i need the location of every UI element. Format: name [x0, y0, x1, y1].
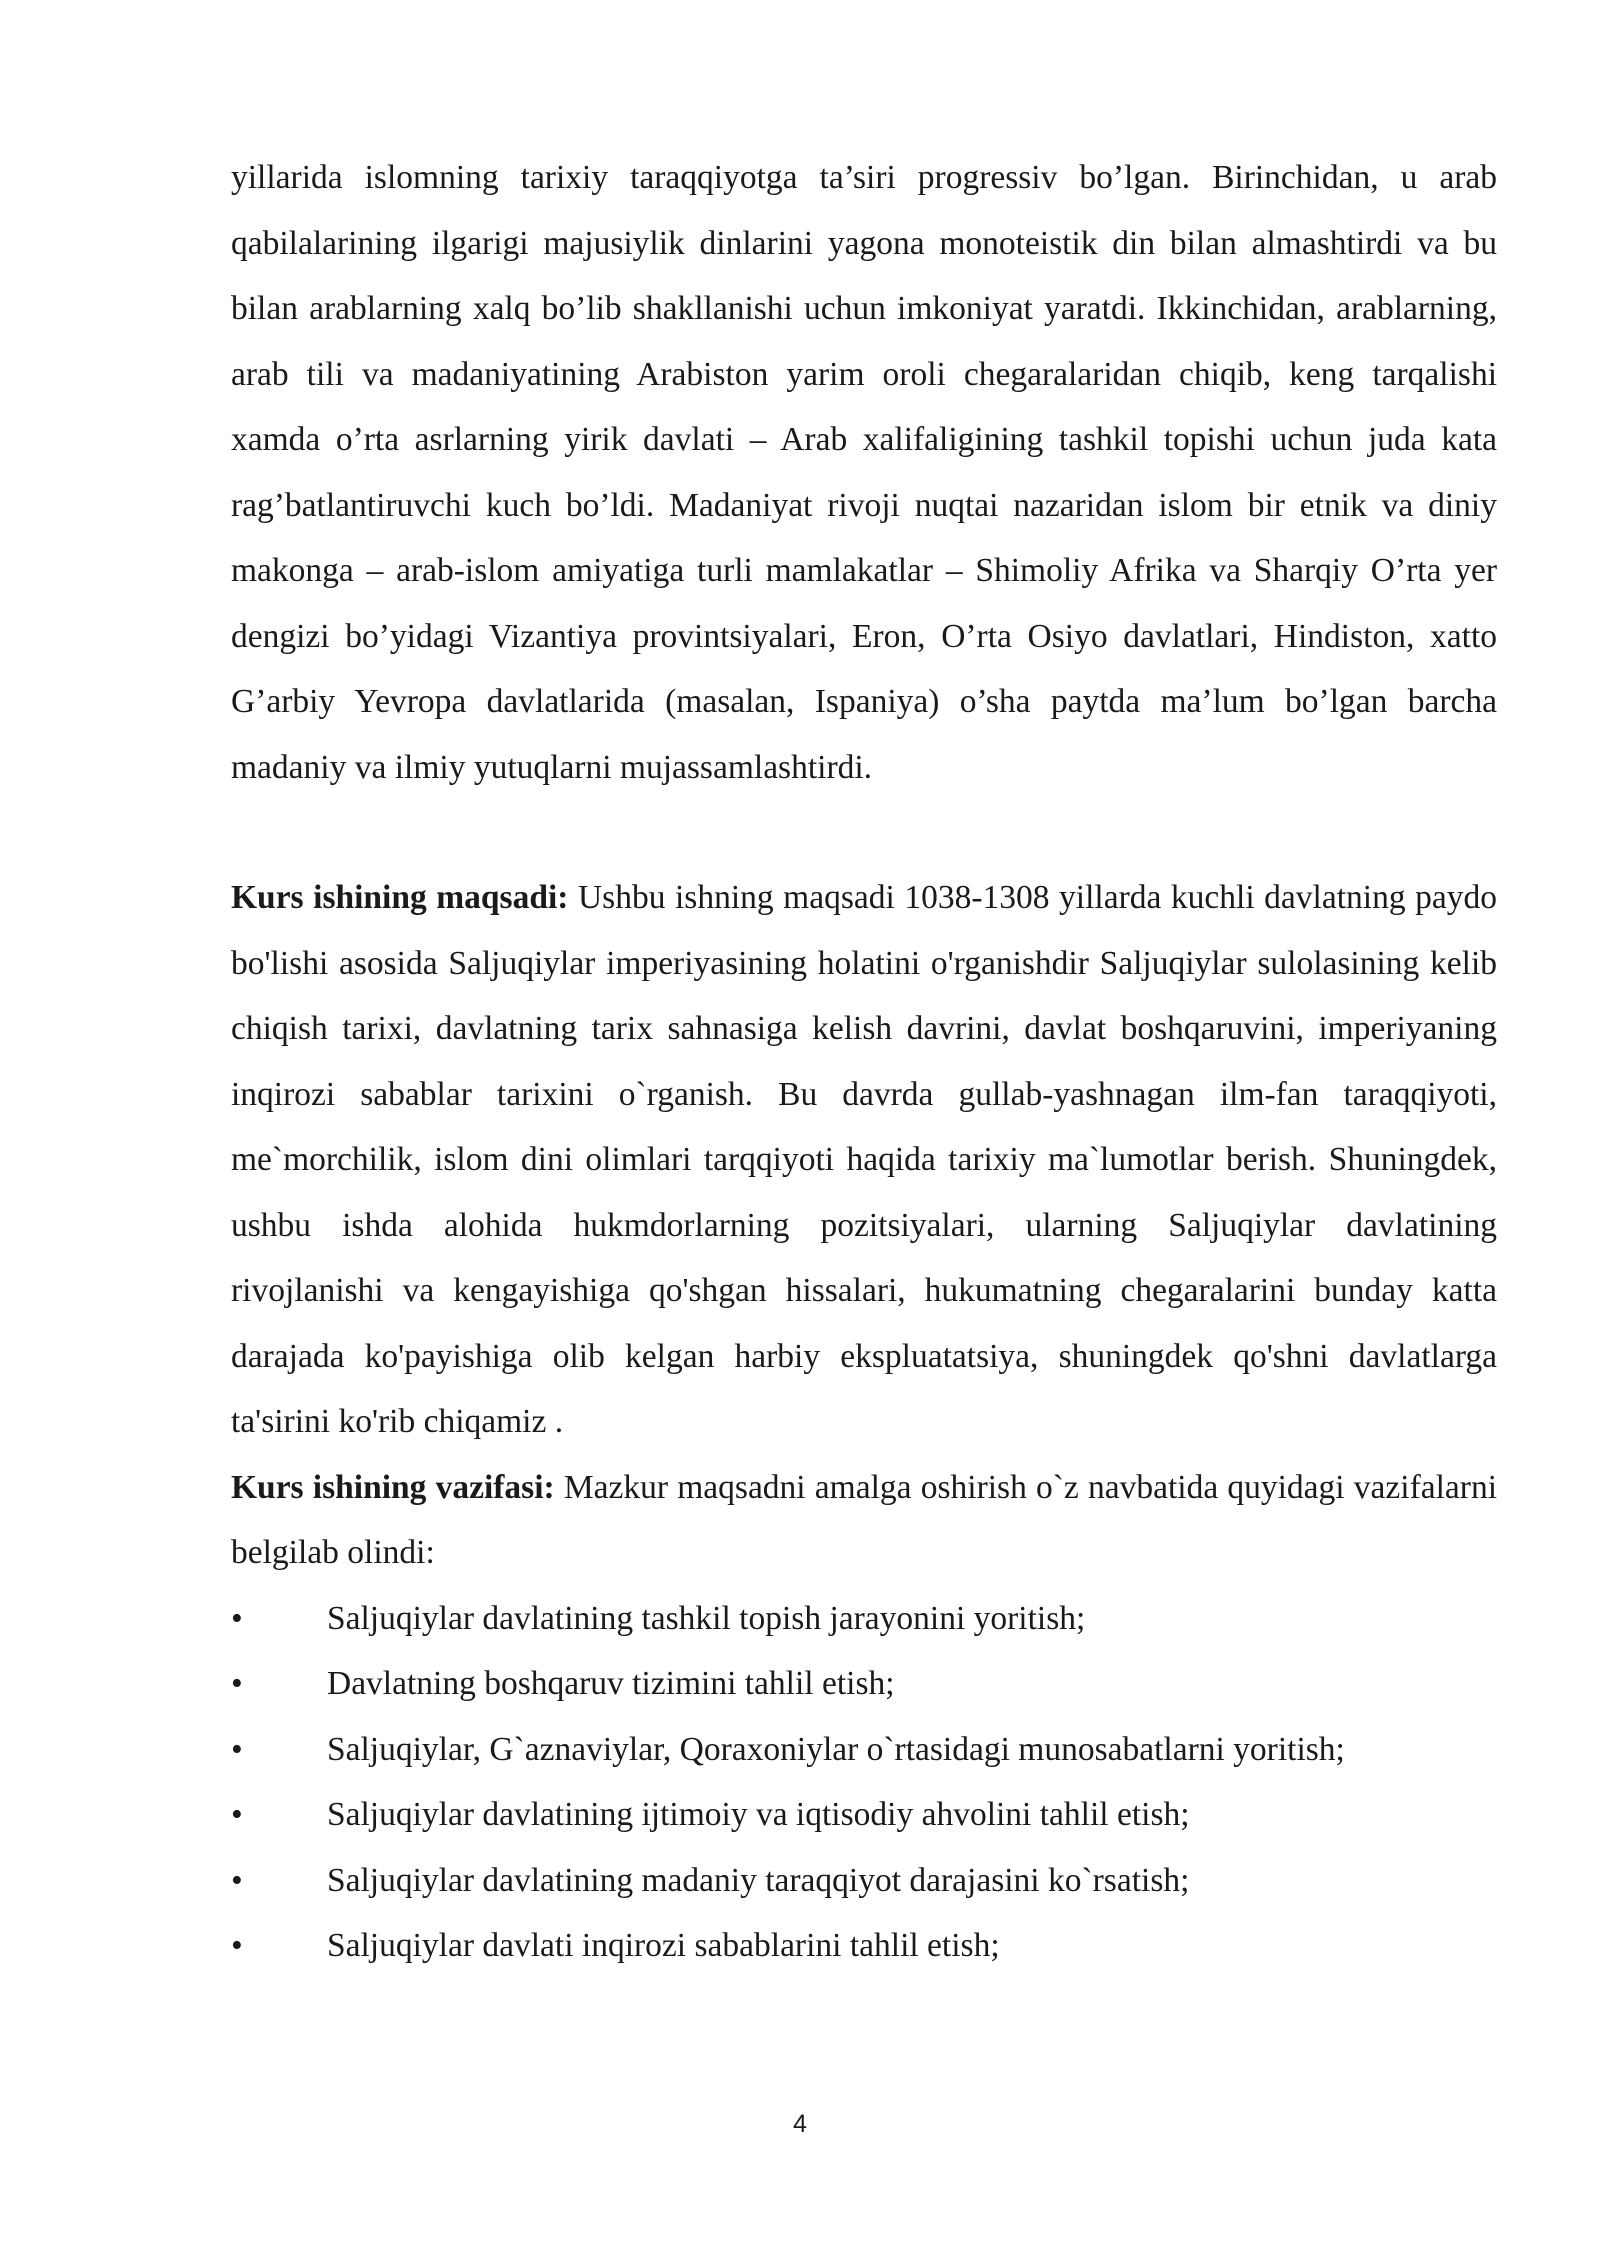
list-item	[231, 1586, 1497, 1652]
list-item	[231, 1913, 1497, 1979]
page-number: 4	[793, 2110, 807, 2138]
goal-text: Ushbu ishning maqsadi 1038-1308 yillarda kuchli davlatning paydo bo'lishi asosida Saljuqiylar imperiyasining holatini o'rganishdir Saljuqiylar sulolasining kelib chiqish tarixi, davlatning tarix sahnasiga kelish davrini, davlat boshqaruvini, imperiyaning inqirozi sabablar tarixini o`rganish. Bu davrda gullab-yashnagan ilm-fan taraqqiyoti, me`morchilik, islom dini olimlari tarqqiyoti haqida tarixiy ma`lumotlar berish. Shuningdek, ushbu ishda alohida hukmdorlarning pozitsiyalari, ularning Saljuqiylar davlatining rivojlanishi va kengayishiga qo'shgan hissalari, hukumatning chegaralarini bunday katta darajada ko'payishiga olib kelgan harbiy ekspluatatsiya, shuningdek qo'shni davlatlarga ta'sirini ko'rib chiqamiz .	[231, 879, 1497, 1440]
list-item-text: Saljuqiylar davlatining madaniy taraqqiyot darajasini ko`rsatish;	[327, 1861, 1190, 1899]
list-item	[231, 1848, 1497, 1914]
bullet-icon: •	[231, 1599, 243, 1637]
bullet-icon: •	[231, 1796, 243, 1833]
bullet-icon: •	[231, 1665, 243, 1702]
document-page	[231, 145, 1497, 1979]
task-list	[231, 1586, 1497, 1979]
list-item	[231, 1782, 1497, 1848]
list-item-text: Saljuqiylar davlatining ijtimoiy va iqtisodiy ahvolini tahlil etish;	[327, 1796, 1190, 1833]
intro-paragraph: yillarida islomning tarixiy taraqqiyotga ta’siri progressiv bo’lgan. Birinchidan, u arab qabilalarining ilgarigi majusiylik dinlarini yagona monoteistik din bilan almashtirdi va bu bilan arablarning xalq bo’lib shakllanishi uchun imkoniyat yaratdi. Ikkinchidan, arablarning, arab tili va madaniyatining Arabiston yarim oroli chegaralaridan chiqib, keng tarqalishi xamda o’rta asrlarning yirik davlati – Arab xalifaligining tashkil topishi uchun juda kata rag’batlantiruvchi kuch bo’ldi. Madaniyat rivoji nuqtai nazaridan islom bir etnik va diniy makonga – arab-islom amiyatiga turli mamlakatlar – Shimoliy Afrika va Sharqiy O’rta yer dengizi bo’yidagi Vizantiya provintsiyalari, Eron, O’rta Osiyo davlatlari, Hindiston, xatto G’arbiy Yevropa davlatlarida (masalan, Ispaniya) o’sha paytda ma’lum bo’lgan barcha madaniy va ilmiy yutuqlarni mujassamlashtirdi.	[231, 159, 1497, 786]
list-item-text: Saljuqiylar davlati inqirozi sabablarini tahlil etish;	[327, 1927, 1000, 1964]
tasks-heading: Kurs ishining vazifasi:	[231, 1468, 555, 1506]
tasks-paragraph	[231, 1455, 1497, 1586]
bullet-icon: •	[231, 1730, 243, 1768]
list-item-text: Davlatning boshqaruv tizimini tahlil etish;	[327, 1665, 895, 1702]
list-item-text: Saljuqiylar, G`aznaviylar, Qoraxoniylar o`rtasidagi munosabatlarni yoritish;	[327, 1730, 1345, 1768]
bullet-icon: •	[231, 1861, 243, 1899]
list-item-text: Saljuqiylar davlatining tashkil topish jarayonini yoritish;	[327, 1599, 1086, 1637]
tasks-text: Mazkur maqsadni amalga oshirish o`z navbatida quyidagi vazifalarni belgilab olindi:	[231, 1468, 1498, 1571]
list-item	[231, 1651, 1497, 1717]
bullet-icon: •	[231, 1927, 243, 1964]
goal-paragraph	[231, 865, 1497, 1455]
list-item	[231, 1717, 1497, 1783]
goal-heading: Kurs ishining maqsadi:	[231, 879, 569, 916]
